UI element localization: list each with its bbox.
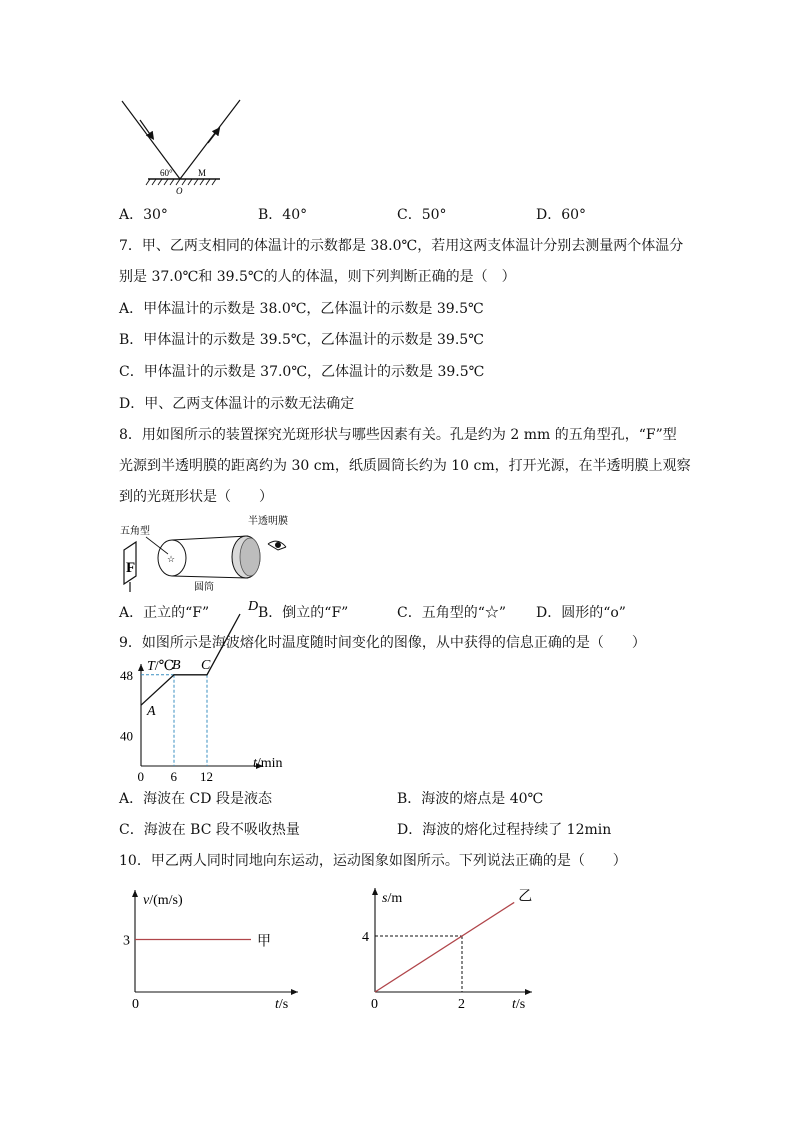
q9-option-a[interactable]: A．海波在 CD 段是液态 (119, 791, 272, 807)
y-axis-arrow (372, 888, 378, 895)
q8-option-c[interactable]: C．五角型的“☆” (397, 605, 507, 621)
membrane-label: 半透明膜 (248, 516, 288, 527)
q8-option-d[interactable]: D．圆形的“o” (536, 605, 626, 621)
q7-stem-line2: 别是 37.0℃和 39.5℃的人的体温，则下列判断正确的是（ ） (119, 269, 516, 285)
q6-option-a[interactable]: A．30° (119, 207, 168, 223)
q9-option-c[interactable]: C．海波在 BC 段不吸收热量 (119, 822, 300, 838)
pinhole-apparatus-diagram (118, 512, 308, 594)
y-axis-arrow (132, 890, 138, 897)
q7-option-c[interactable]: C．甲体温计的示数是 37.0℃，乙体温计的示数是 39.5℃ (119, 364, 485, 380)
x-tick-label: 0 (371, 997, 378, 1012)
distance-time-chart (360, 884, 545, 1012)
x-tick-label: 12 (200, 769, 213, 784)
y-tick-label: 4 (362, 930, 369, 945)
x-axis-arrow (525, 989, 532, 995)
star-hole-icon: ☆ (167, 554, 176, 564)
q8-option-b[interactable]: B．倒立的“F” (258, 605, 349, 621)
f-source-label: F (126, 560, 136, 576)
q8-option-a[interactable]: A．正立的“F” (119, 605, 210, 621)
velocity-time-chart (115, 884, 310, 1012)
x-tick-label: 6 (170, 769, 177, 784)
x-axis-label: t/s (512, 997, 526, 1012)
q7-option-a[interactable]: A．甲体温计的示数是 38.0℃，乙体温计的示数是 39.5℃ (119, 301, 484, 317)
q8-stem-line1: 8．用如图所示的装置探究光斑形状与哪些因素有关。孔是约为 2 mm 的五角型孔，“F”型 (119, 427, 677, 443)
q7-option-b[interactable]: B．甲体温计的示数是 39.5℃，乙体温计的示数是 39.5℃ (119, 332, 484, 348)
y-tick-label: 48 (120, 667, 133, 683)
eye-icon (268, 541, 286, 550)
series-yi-label: 乙 (518, 889, 533, 905)
point-m-label: M (198, 168, 207, 178)
series-yi-line (375, 902, 514, 992)
y-tick-label: 40 (120, 728, 133, 744)
q7-stem-line1: 7．甲、乙两支相同的体温计的示数都是 38.0℃，若用这两支体温计分别去测量两个体温分 (119, 238, 684, 254)
q8-stem-line2: 光源到半透明膜的距离约为 30 cm，纸质圆筒长约为 10 cm，打开光源，在半透明膜上观察 (119, 458, 691, 474)
angle-label: 60° (160, 168, 173, 178)
y-axis-label: s/m (382, 891, 403, 906)
x-axis-arrow (291, 989, 298, 995)
q9-option-b[interactable]: B．海波的熔点是 40℃ (397, 791, 544, 807)
x-tick-label: 0 (132, 997, 139, 1012)
q6-option-b[interactable]: B．40° (258, 207, 308, 223)
q8-stem-line3: 到的光斑形状是（ ） (119, 489, 273, 505)
series-jia-label: 甲 (257, 934, 271, 950)
q6-option-c[interactable]: C．50° (397, 207, 447, 223)
q9-option-d[interactable]: D．海波的熔化过程持续了 12min (397, 822, 612, 838)
tube-label: 圆筒 (194, 582, 214, 593)
point-label-a: A (147, 704, 156, 720)
point-label-c: C (201, 657, 211, 673)
star-hole-label: 五角型 (120, 526, 150, 537)
x-tick-label: 0 (137, 769, 144, 784)
q7-option-d[interactable]: D．甲、乙两支体温计的示数无法确定 (119, 396, 355, 412)
point-label-b: B (172, 657, 181, 673)
x-tick-label: 2 (458, 997, 465, 1012)
y-axis-label: T/℃ (147, 659, 175, 674)
y-axis-arrow (138, 664, 144, 671)
q6-option-d[interactable]: D．60° (536, 207, 587, 223)
point-label-d: D (248, 599, 259, 614)
y-tick-label: 3 (123, 933, 130, 949)
reflection-diagram (140, 95, 240, 197)
x-axis-label: t/min (253, 756, 283, 771)
q10-stem: 10．甲乙两人同时同地向东运动，运动图象如图所示。下列说法正确的是（ ） (119, 853, 627, 869)
point-o-label: O (176, 186, 183, 196)
x-axis-label: t/s (275, 997, 289, 1012)
q9-stem: 9．如图所示是海波熔化时温度随时间变化的图像，从中获得的信息正确的是（ ） (119, 635, 646, 651)
y-axis-label: v/(m/s) (143, 893, 183, 908)
